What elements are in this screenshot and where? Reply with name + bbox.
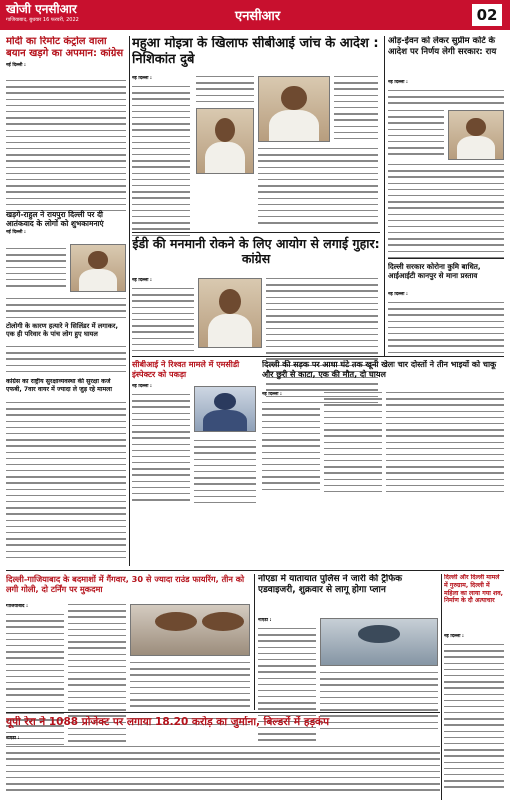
story-supreme-byline-wrap (388, 80, 504, 90)
story-ghaziabad-headline: दिल्ली-गाजियाबाद के बदमाशों में गैंगवार, 30 से ज्यादा राउंड फायरिंग, तीन को लगी गोली, दो टर्निंग पर मुकदमा (6, 574, 245, 594)
paper-name: खोजी एनसीआर (6, 2, 77, 16)
story-cbi-lines (132, 394, 190, 505)
story-supreme-lines-3 (388, 164, 504, 263)
column-rule (129, 36, 130, 566)
column-rule (384, 36, 385, 356)
story-side-box (444, 574, 504, 630)
story-scam-headline: दिल्ली सरकार कोरोना कुमि बाधित, आईआईटी कानपुर से माना प्रस्ताव (388, 262, 481, 280)
story-ed-byline-wrap (132, 278, 194, 288)
story-side-box-byline-wrap (444, 634, 504, 644)
story-ghaziabad-byline: गाजियाबाद : (6, 604, 28, 609)
story-toll-lines (6, 346, 126, 377)
story-up-lines (6, 746, 440, 796)
rai-photo (448, 110, 504, 160)
story-up-headline: यूपी रेरा ने 1088 प्रोजेक्ट पर लगाया 18.20 करोड़ का जुर्माना, बिल्डरों में हड़कंप (6, 716, 330, 728)
page-number: 02 (472, 4, 502, 26)
story-up-byline-wrap (6, 736, 64, 746)
story-scam-byline-wrap (388, 292, 446, 302)
story-noida-byline-wrap (258, 618, 316, 628)
story-modi (6, 36, 126, 216)
section-rule (6, 570, 504, 571)
story-congress-headline: कांग्रेस का राष्ट्रीय सुरक्षाव्यवस्था की सुरक्षा कर्ज एफबी, 7वार वायर में ज्यादा ले जुड़ रहे मामला (6, 378, 112, 393)
masthead (0, 0, 510, 30)
story-rahul-headline: खड़गे-राहुल ने रायपुरा दिल्ली पर दी आतंकवाद के लोगों को शुभकामनाएं (6, 210, 104, 228)
date-line: गाजियाबाद, बुधवार 16 फरवरी, 2022 (6, 17, 79, 23)
column-rule (254, 574, 255, 710)
story-cbi-headline: सीबीआई ने रिश्वत मामले में एमसीडी इंस्पेक्टर को पकड़ा (132, 360, 240, 379)
section-title: एनसीआर (235, 9, 281, 24)
story-supreme-lines-1 (388, 90, 504, 109)
section-rule (388, 258, 504, 259)
story-rahul-lines (6, 248, 66, 291)
story-modi-headline: मोदी का रिमोट कंट्रोल वाला बयान खड़गे का अपमान: कांग्रेस (6, 36, 124, 59)
story-cbi-byline-wrap (132, 384, 188, 394)
story-scam-lines (388, 302, 504, 358)
story-delhi-fight (262, 360, 504, 390)
story-delhi-fight-byline-wrap (262, 392, 320, 402)
story-modi-lines (6, 80, 126, 216)
story-ed (132, 236, 380, 270)
cbi-photo (194, 386, 256, 432)
story-noida-headline: नोएडा में यातायात पुलिस ने जारी की ट्रैफिक एडवाइजरी, शुक्रवार से लागू होगा प्लान (258, 574, 403, 595)
story-delhi-fight-byline: नई दिल्ली : (262, 392, 282, 397)
section-rule (6, 712, 440, 713)
story-supreme-byline: नई दिल्ली : (388, 80, 408, 85)
story-delhi-fight-lines-2 (324, 392, 382, 497)
story-up-byline: नोएडा : (6, 736, 20, 741)
story-congress-lines (6, 402, 126, 563)
story-delhi-fight-headline: दिल्ली की सड़क पर आधा घंटे तक खूनी खेलः चार दोस्तों ने तीन भाइयों को चाकू और छुरी से काटा, एक की मौत, दो घायल (262, 360, 497, 379)
story-cbi-byline: नई दिल्ली : (132, 384, 152, 389)
story-noida (258, 574, 438, 614)
left-lines-2 (6, 298, 126, 323)
section-rule (132, 356, 504, 357)
ed-photo (198, 278, 262, 348)
story-delhi-fight-lines-3 (386, 392, 504, 497)
story-modi-byline: नई दिल्ली : (6, 63, 26, 68)
story-scam-byline: नई दिल्ली : (388, 292, 408, 297)
story-noida-lines-1 (258, 628, 316, 758)
mahua-photo (258, 76, 330, 142)
story-mahua-byline: नई दिल्ली : (132, 76, 152, 81)
dubey-photo (196, 108, 254, 174)
noida-photo (320, 618, 438, 666)
story-rahul-byline: नई दिल्ली : (6, 230, 26, 235)
story-side-box-lines (444, 644, 504, 793)
paper-branding (6, 3, 126, 25)
story-ed-headline: ईडी की मनमानी रोकने के लिए आयोग से लगाई गुहार: कांग्रेस (132, 236, 380, 266)
story-modi-body (6, 63, 126, 69)
story-mahua-headline: महुआ मोइत्रा के खिलाफ सीबीआई जांच के आदेश : निशिकांत दुबे (132, 36, 379, 67)
story-mahua-lines-3 (258, 148, 378, 228)
column-rule (441, 574, 442, 800)
story-side-box-byline: नई दिल्ली : (444, 634, 464, 639)
story-side-box-headline: दिल्ली और दिल्ली मामले में गुरुग्राम, दिल्ली में महिला का लाया गया शव, निर्माण के दौ अत्याचार (444, 574, 504, 605)
story-mahua-lines-2 (196, 76, 254, 107)
story-rahul-body (6, 230, 126, 236)
rahul-photo (70, 244, 126, 292)
story-ghaziabad (6, 574, 250, 602)
story-supreme-lines-2 (388, 110, 444, 160)
section-rule (132, 232, 380, 233)
story-delhi-fight-lines-1 (262, 402, 320, 495)
ghaziabad-photo (130, 604, 250, 656)
story-ed-lines-1 (132, 288, 194, 362)
story-ghaziabad-byline-wrap (6, 604, 64, 614)
story-toll-headline: टोलोगी के कारण हत्यारे ने सिलिंडर में लगाकर, एक ही परिवार के पांच लोग हुए घायल (6, 322, 118, 338)
story-mahua-lines-4 (334, 76, 378, 144)
story-supreme (388, 36, 504, 76)
story-mahua-lines-1 (132, 86, 190, 241)
story-ed-byline: नई दिल्ली : (132, 278, 152, 283)
story-scam (388, 262, 504, 290)
story-mahua (132, 36, 380, 72)
story-cbi (132, 360, 256, 386)
story-supreme-headline: ओड़-ईवन को लेकर सुप्रीम कोर्ट के आदेश पर निर्णय लेगी सरकार: राय (388, 36, 497, 57)
story-up (6, 716, 440, 732)
story-cbi-lines-2 (194, 440, 256, 508)
story-noida-byline: नोएडा : (258, 618, 272, 623)
